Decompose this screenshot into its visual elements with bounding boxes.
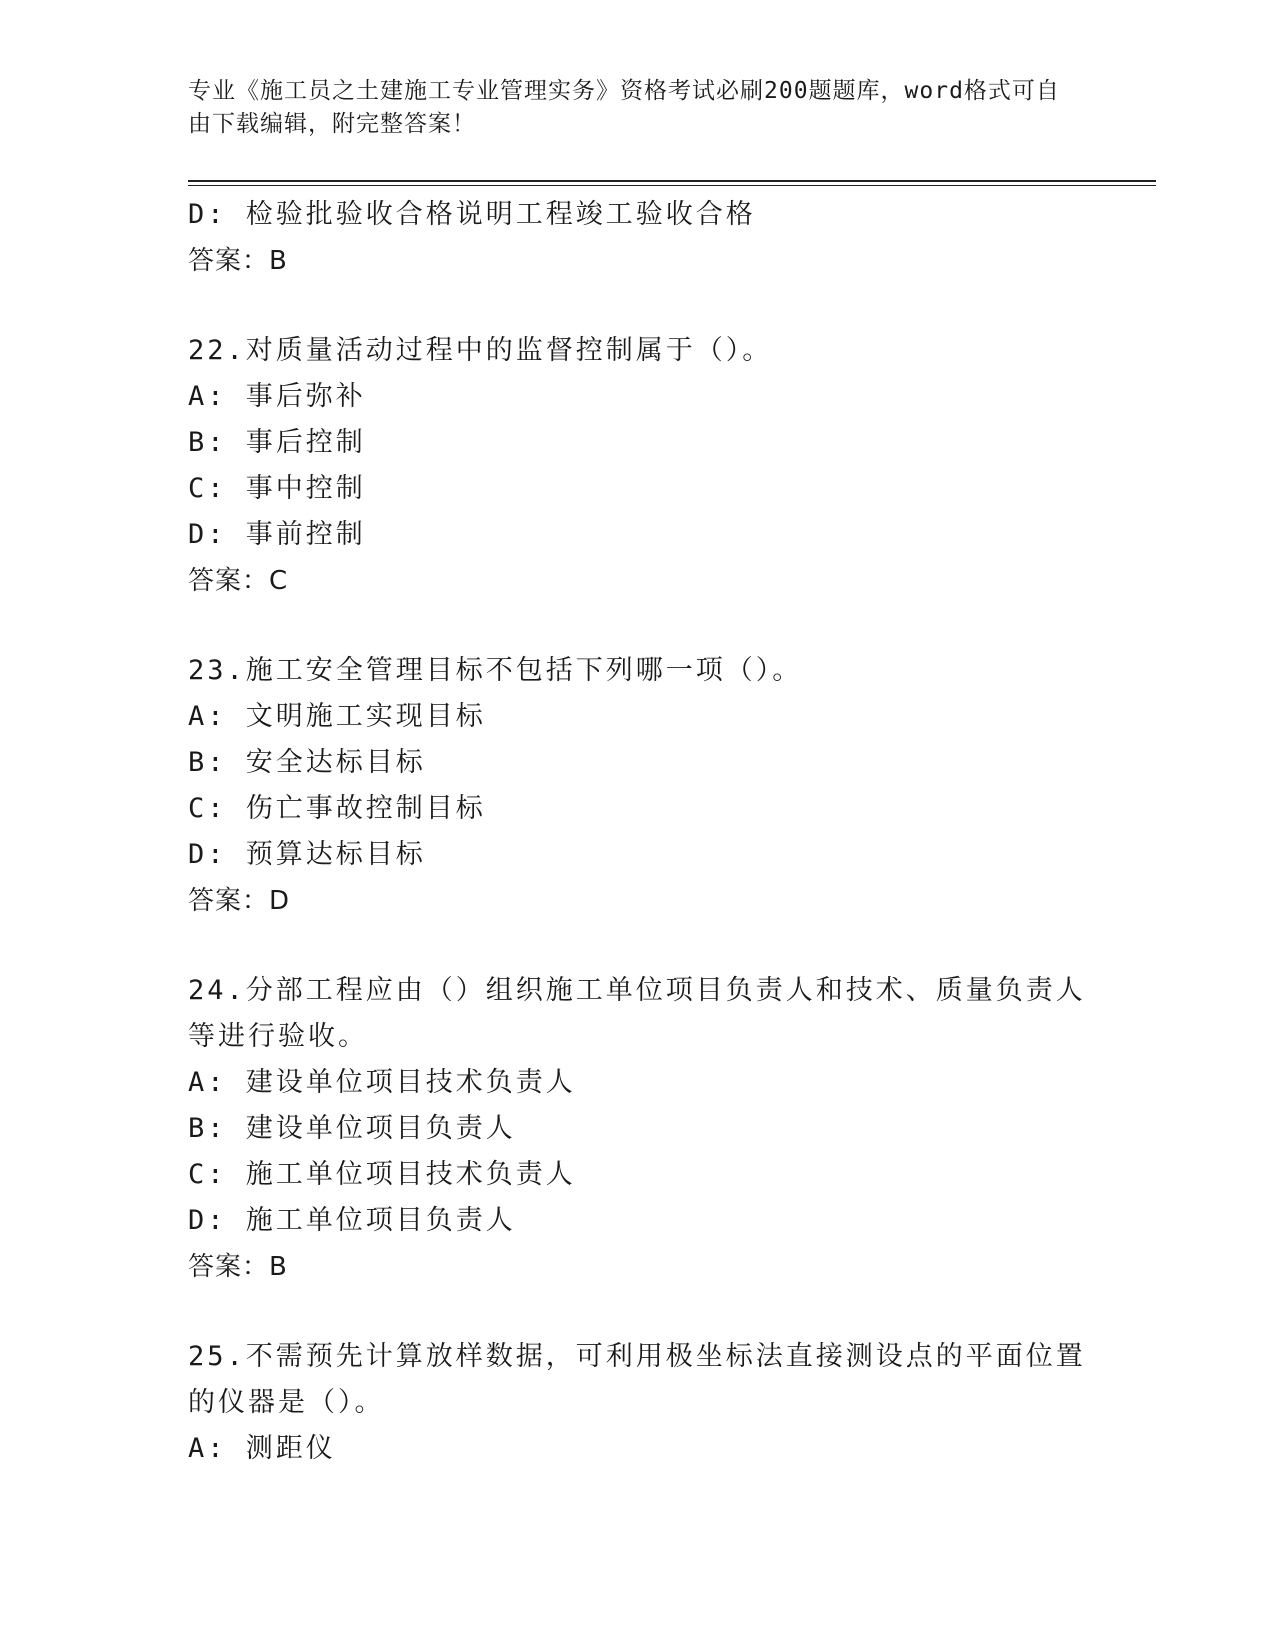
option-a: A: 文明施工实现目标 xyxy=(188,701,486,732)
answer: 答案：D xyxy=(188,886,291,916)
option-b: B: 建设单位项目负责人 xyxy=(188,1113,516,1144)
question-stem: 24.分部工程应由（）组织施工单位项目负责人和技术、质量负责人等进行验收。 xyxy=(188,975,1086,1052)
option-b: B: 安全达标目标 xyxy=(188,747,426,778)
option-c: C: 伤亡事故控制目标 xyxy=(188,793,486,824)
question-24 xyxy=(188,968,1088,1290)
option-a: A: 事后弥补 xyxy=(188,381,366,412)
header-rule-thick xyxy=(188,180,1156,182)
header-rule-thin xyxy=(188,185,1156,186)
option-c: C: 事中控制 xyxy=(188,473,366,504)
answer: 答案：C xyxy=(188,566,289,596)
option-a: A: 建设单位项目技术负责人 xyxy=(188,1067,576,1098)
question-stem: 22.对质量活动过程中的监督控制属于（）。 xyxy=(188,335,773,366)
document-header: 专业《施工员之土建施工专业管理实务》资格考试必刷200题题库，word格式可自由下载编辑，附完整答案！ xyxy=(188,78,1060,137)
option-d: D: 检验批验收合格说明工程竣工验收合格 xyxy=(188,199,756,230)
option-d: D: 预算达标目标 xyxy=(188,839,426,870)
option-a: A: 测距仪 xyxy=(188,1433,336,1464)
option-d: D: 施工单位项目负责人 xyxy=(188,1205,516,1236)
question-stem: 25.不需预先计算放样数据，可利用极坐标法直接测设点的平面位置的仪器是（）。 xyxy=(188,1341,1086,1418)
answer: 答案：B xyxy=(188,246,288,276)
question-stem: 23.施工安全管理目标不包括下列哪一项（）。 xyxy=(188,655,803,686)
question-list xyxy=(188,192,1088,1472)
question-22 xyxy=(188,328,1088,604)
option-b: B: 事后控制 xyxy=(188,427,366,458)
question-23 xyxy=(188,648,1088,924)
option-c: C: 施工单位项目技术负责人 xyxy=(188,1159,576,1190)
answer: 答案：B xyxy=(188,1252,288,1282)
question-25 xyxy=(188,1334,1088,1472)
option-d: D: 事前控制 xyxy=(188,519,366,550)
